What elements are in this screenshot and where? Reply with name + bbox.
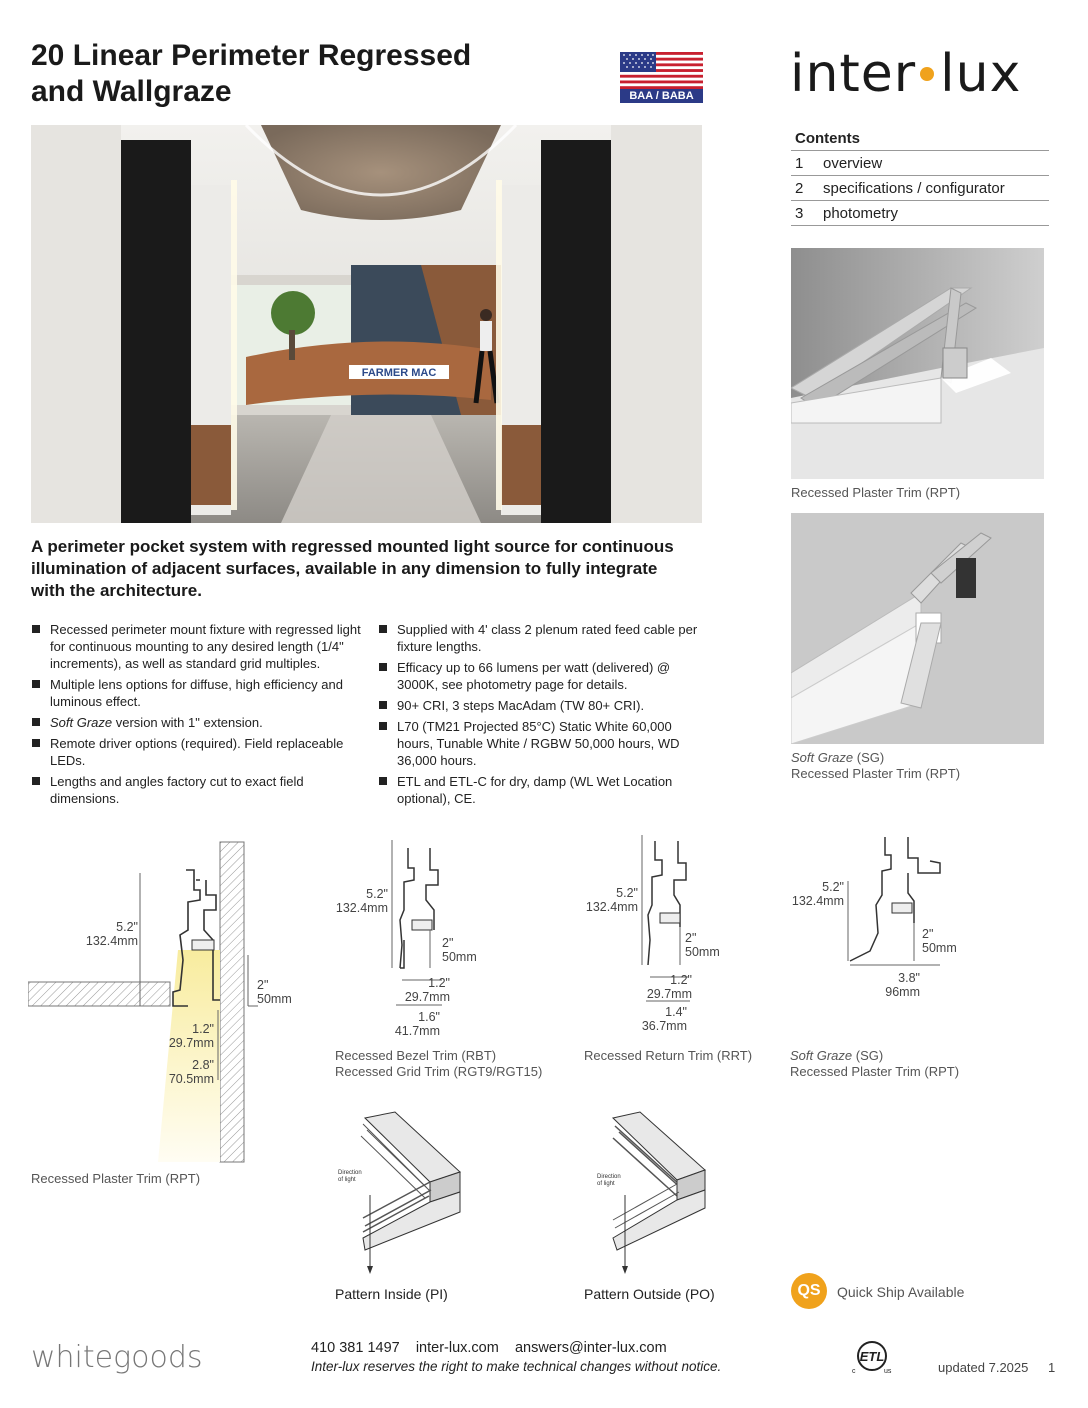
sg-caption-italic: Soft Graze <box>791 750 854 765</box>
contents-item-label: specifications / configurator <box>823 180 1005 197</box>
contents-item-number: 1 <box>795 155 804 172</box>
pattern-inside-caption: Pattern Inside (PI) <box>335 1286 448 1302</box>
sg-caption-italic: Soft Graze <box>790 1048 853 1063</box>
dim-aperture-mm: 29.7mm <box>404 990 450 1004</box>
contents-item-label: photometry <box>823 205 899 222</box>
baa-baba-label: BAA / BABA <box>620 89 703 103</box>
quick-ship-label: Quick Ship Available <box>837 1284 965 1300</box>
rbt-caption-line1: Recessed Bezel Trim (RBT) <box>335 1048 497 1063</box>
dim-depth-mm: 50mm <box>685 945 720 959</box>
hero-sign-text: FARMER MAC <box>361 367 437 379</box>
dim-width-in: 3.8" <box>898 971 920 985</box>
page-number: 1 <box>1048 1360 1056 1375</box>
list-item: L70 (TM21 Projected 85°C) Static White 60,000 hours, Tunable White / RGBW 50,000 hours, WD 36,000 hours. <box>378 718 708 769</box>
dim-height-mm: 132.4mm <box>791 894 844 908</box>
quick-ship-badge: QS <box>791 1273 827 1309</box>
contents-heading: Contents <box>791 130 1049 151</box>
dim-height-in: 5.2" <box>116 920 138 934</box>
list-item <box>31 714 361 731</box>
dim-aperture-mm: 29.7mm <box>646 987 692 1001</box>
list-item: Efficacy up to 66 lumens per watt (delivered) @ 3000K, see photometry page for details. <box>378 659 708 693</box>
rpt-product-render <box>791 248 1044 479</box>
list-item: Supplied with 4' class 2 plenum rated feed cable per fixture lengths. <box>378 621 708 655</box>
dim-aperture-in: 1.2" <box>428 976 450 990</box>
list-item: Multiple lens options for diffuse, high efficiency and luminous effect. <box>31 676 361 710</box>
dim-aperture-mm: 29.7mm <box>168 1036 214 1050</box>
sg-render-caption <box>791 750 960 782</box>
dim-depth-mm: 50mm <box>442 950 477 964</box>
etl-certification-mark <box>850 1339 894 1375</box>
direction-label-line1: Direction <box>338 1170 362 1176</box>
contents-item-label: overview <box>823 155 883 172</box>
sg-caption-line2: Recessed Plaster Trim (RPT) <box>791 766 961 781</box>
dim-bezel-in: 1.6" <box>418 1010 440 1024</box>
contents-item-number: 2 <box>795 180 804 197</box>
list-item: ETL and ETL-C for dry, damp (WL Wet Location optional), CE. <box>378 773 708 807</box>
dim-depth-mm: 50mm <box>257 992 292 1006</box>
footer-contact <box>311 1340 811 1356</box>
dim-aperture-in: 1.2" <box>192 1022 214 1036</box>
soft-graze-italic: Soft Graze <box>50 715 113 730</box>
sg-section-diagram <box>790 833 960 1003</box>
pattern-outside-drawing <box>595 1110 725 1280</box>
etl-us-text: us <box>884 1368 892 1375</box>
page-title <box>31 38 591 110</box>
dim-height-mm: 132.4mm <box>85 934 138 948</box>
dim-height-in: 5.2" <box>616 886 638 900</box>
pattern-outside-caption: Pattern Outside (PO) <box>584 1286 715 1302</box>
list-item: 90+ CRI, 3 steps MacAdam (TW 80+ CRI). <box>378 697 708 714</box>
dim-height-in: 5.2" <box>822 880 844 894</box>
rgt-caption-line2: Recessed Grid Trim (RGT9/RGT15) <box>335 1064 543 1079</box>
soft-graze-rest: version with 1" extension. <box>112 715 263 730</box>
footer-phone[interactable]: 410 381 1497 <box>311 1340 400 1356</box>
sg-product-render <box>791 513 1044 744</box>
logo-text-left: inter <box>790 44 917 104</box>
rpt-section-diagram <box>28 840 292 1165</box>
pattern-inside-drawing <box>335 1110 465 1280</box>
etl-icon <box>850 1339 894 1375</box>
hero-photo <box>31 125 702 523</box>
usa-flag-icon <box>620 52 703 89</box>
sg-diagram-caption <box>790 1048 959 1080</box>
list-item: Remote driver options (required). Field replaceable LEDs. <box>31 735 361 769</box>
direction-label-line2: of light <box>597 1181 615 1187</box>
footer-website-link[interactable]: inter-lux.com <box>415 1340 499 1356</box>
dim-return-in: 1.4" <box>665 1005 687 1019</box>
contents-item-specifications[interactable] <box>791 176 1049 201</box>
list-item: Lengths and angles factory cut to exact field dimensions. <box>31 773 361 807</box>
sg-caption-rest: (SG) <box>852 1048 884 1063</box>
lead-paragraph: A perimeter pocket system with regressed mounted light source for continuous illumination of adjacent surfaces, available in any dimension to fully integrate with the architecture. <box>31 537 674 600</box>
contents-table <box>791 130 1049 226</box>
title-line-2: and Wallgraze <box>31 75 232 108</box>
etl-mark-text: ETL <box>859 1349 885 1364</box>
dim-depth-in: 2" <box>257 978 269 992</box>
footer-disclaimer: Inter-lux reserves the right to make technical changes without notice. <box>311 1359 722 1374</box>
rbt-section-diagram <box>330 840 480 1040</box>
dim-pocket-mm: 70.5mm <box>168 1072 214 1086</box>
title-line-1: 20 Linear Perimeter Regressed <box>31 39 472 72</box>
footer-email-link[interactable]: answers@inter-lux.com <box>514 1340 667 1356</box>
dim-pocket-in: 2.8" <box>192 1058 214 1072</box>
dim-bezel-mm: 41.7mm <box>394 1024 440 1038</box>
rrt-section-diagram <box>580 835 730 1035</box>
rrt-diagram-caption: Recessed Return Trim (RRT) <box>584 1048 753 1063</box>
sg-caption-line2: Recessed Plaster Trim (RPT) <box>790 1064 960 1079</box>
dim-depth-in: 2" <box>685 931 697 945</box>
usa-flag-badge <box>620 52 703 103</box>
dim-height-mm: 132.4mm <box>335 901 388 915</box>
direction-label-line1: Direction <box>597 1174 621 1180</box>
dim-return-mm: 36.7mm <box>641 1019 687 1033</box>
rbt-diagram-caption <box>335 1048 542 1080</box>
dim-width-mm: 96mm <box>885 985 920 999</box>
rpt-render-caption: Recessed Plaster Trim (RPT) <box>791 485 961 500</box>
dim-depth-in: 2" <box>922 927 934 941</box>
contents-item-number: 3 <box>795 205 804 222</box>
rpt-diagram-caption: Recessed Plaster Trim (RPT) <box>31 1171 201 1186</box>
interlux-logo <box>790 44 1060 104</box>
direction-label-line2: of light <box>338 1177 356 1183</box>
dim-depth-mm: 50mm <box>922 941 957 955</box>
whitegoods-brand: whitegoods <box>31 1340 203 1375</box>
contents-item-photometry[interactable] <box>791 201 1049 226</box>
sg-caption-rest: (SG) <box>853 750 885 765</box>
dim-depth-in: 2" <box>442 936 454 950</box>
dim-height-in: 5.2" <box>366 887 388 901</box>
logo-dot-icon <box>920 67 934 81</box>
feature-list-right <box>378 621 708 811</box>
etl-c-text: c <box>852 1368 856 1375</box>
contents-item-overview[interactable] <box>791 151 1049 176</box>
dim-height-mm: 132.4mm <box>585 900 638 914</box>
dim-aperture-in: 1.2" <box>670 973 692 987</box>
list-item: Recessed perimeter mount fixture with regressed light for continuous mounting to any desired length (1/4" increments), as well as standard grid multiples. <box>31 621 361 672</box>
footer-updated-date: updated 7.2025 <box>938 1360 1029 1375</box>
logo-text-right: lux <box>940 44 1022 104</box>
feature-list-left <box>31 621 361 811</box>
